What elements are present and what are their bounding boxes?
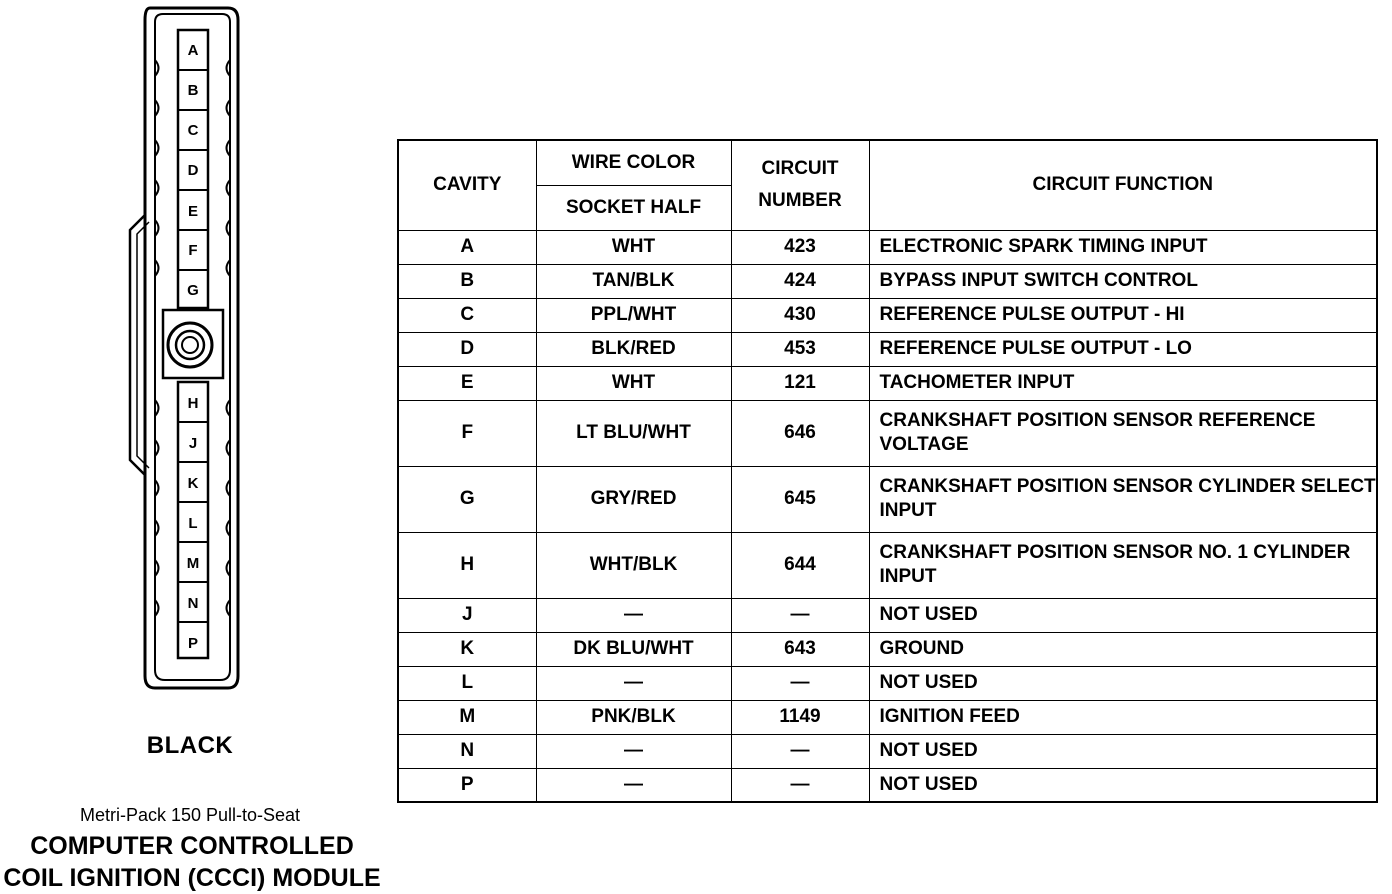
circuit-function-cell: REFERENCE PULSE OUTPUT - HI (869, 298, 1377, 332)
connector-type-label: Metri-Pack 150 Pull-to-Seat (79, 805, 301, 825)
cavity-cell: A (398, 230, 536, 264)
cavity-cell: F (398, 400, 536, 466)
circuit-number-cell: 643 (731, 632, 869, 666)
header-circuit-number (731, 140, 869, 230)
circuit-number-cell: 646 (731, 400, 869, 466)
table-row (398, 632, 1377, 666)
circuit-function-cell: CRANKSHAFT POSITION SENSOR REFERENCE VOLTAGE (869, 400, 1377, 466)
circuit-function-cell: BYPASS INPUT SWITCH CONTROL (869, 264, 1377, 298)
circuit-number-cell: 453 (731, 332, 869, 366)
circuit-function-cell: ELECTRONIC SPARK TIMING INPUT (869, 230, 1377, 264)
pinout-table (397, 139, 1378, 803)
circuit-function-cell: NOT USED (869, 768, 1377, 802)
table-row (398, 400, 1377, 466)
pin-label: K (187, 475, 199, 492)
pin-label: N (187, 595, 199, 612)
table-row (398, 598, 1377, 632)
cavity-cell: L (398, 666, 536, 700)
wire-color-cell: PPL/WHT (536, 298, 731, 332)
wire-color-cell: — (536, 734, 731, 768)
wire-color-cell: WHT/BLK (536, 532, 731, 598)
cavity-cell: B (398, 264, 536, 298)
table-row (398, 666, 1377, 700)
wire-color-cell: WHT (536, 230, 731, 264)
circuit-number-cell: 121 (731, 366, 869, 400)
pin-label: L (188, 515, 198, 532)
pin-label: B (187, 82, 199, 99)
wire-color-cell: BLK/RED (536, 332, 731, 366)
circuit-number-cell: 644 (731, 532, 869, 598)
connector-color-label: BLACK (146, 732, 234, 759)
pin-label: P (187, 635, 199, 652)
cavity-cell: M (398, 700, 536, 734)
header-circuit-function: CIRCUIT FUNCTION (869, 140, 1377, 230)
pin-label: M (186, 555, 200, 572)
cavity-cell: C (398, 298, 536, 332)
cavity-cell: H (398, 532, 536, 598)
wire-color-cell: — (536, 598, 731, 632)
circuit-function-cell: GROUND (869, 632, 1377, 666)
table-row (398, 700, 1377, 734)
wire-color-cell: LT BLU/WHT (536, 400, 731, 466)
table-row (398, 466, 1377, 532)
circuit-number-cell: 645 (731, 466, 869, 532)
table-row (398, 298, 1377, 332)
circuit-number-cell: 430 (731, 298, 869, 332)
pin-label: D (187, 162, 199, 179)
table-row (398, 734, 1377, 768)
circuit-function-cell: IGNITION FEED (869, 700, 1377, 734)
module-name-line-2: COIL IGNITION (CCCI) MODULE (3, 864, 381, 892)
cavity-cell: N (398, 734, 536, 768)
circuit-function-cell: NOT USED (869, 734, 1377, 768)
header-cavity: CAVITY (398, 140, 536, 230)
cavity-cell: P (398, 768, 536, 802)
circuit-number-cell: 423 (731, 230, 869, 264)
pin-label: C (187, 122, 199, 139)
cavity-cell: D (398, 332, 536, 366)
module-name-line-1: COMPUTER CONTROLLED (30, 832, 354, 860)
wire-color-cell: — (536, 666, 731, 700)
cavity-cell: J (398, 598, 536, 632)
header-wire-color: WIRE COLOR (536, 140, 731, 185)
wire-color-cell: PNK/BLK (536, 700, 731, 734)
wire-color-cell: WHT (536, 366, 731, 400)
wire-color-cell: TAN/BLK (536, 264, 731, 298)
table-row (398, 532, 1377, 598)
pin-label: F (188, 242, 198, 259)
circuit-function-cell: CRANKSHAFT POSITION SENSOR NO. 1 CYLINDER INPUT (869, 532, 1377, 598)
circuit-number-cell: 1149 (731, 700, 869, 734)
connector-diagram (120, 0, 240, 700)
wire-color-cell: GRY/RED (536, 466, 731, 532)
header-circuit-number-line-1: CIRCUIT (761, 158, 839, 180)
pin-label: A (187, 42, 199, 59)
circuit-number-cell: — (731, 598, 869, 632)
cavity-cell: K (398, 632, 536, 666)
table-row (398, 768, 1377, 802)
header-circuit-number-line-2: NUMBER (758, 190, 842, 212)
circuit-function-cell: TACHOMETER INPUT (869, 366, 1377, 400)
circuit-number-cell: — (731, 768, 869, 802)
table-row (398, 332, 1377, 366)
circuit-function-cell: REFERENCE PULSE OUTPUT - LO (869, 332, 1377, 366)
cavity-cell: G (398, 466, 536, 532)
table-row (398, 366, 1377, 400)
pin-label: G (187, 282, 199, 299)
wire-color-cell: — (536, 768, 731, 802)
pin-label: E (187, 203, 199, 220)
header-socket-half: SOCKET HALF (536, 185, 731, 230)
circuit-function-cell: CRANKSHAFT POSITION SENSOR CYLINDER SELECT INPUT (869, 466, 1377, 532)
circuit-number-cell: 424 (731, 264, 869, 298)
circuit-number-cell: — (731, 666, 869, 700)
table-row (398, 230, 1377, 264)
circuit-function-cell: NOT USED (869, 666, 1377, 700)
table-row (398, 264, 1377, 298)
circuit-number-cell: — (731, 734, 869, 768)
pin-label: J (188, 435, 198, 452)
cavity-cell: E (398, 366, 536, 400)
circuit-function-cell: NOT USED (869, 598, 1377, 632)
pin-label: H (187, 395, 199, 412)
wire-color-cell: DK BLU/WHT (536, 632, 731, 666)
